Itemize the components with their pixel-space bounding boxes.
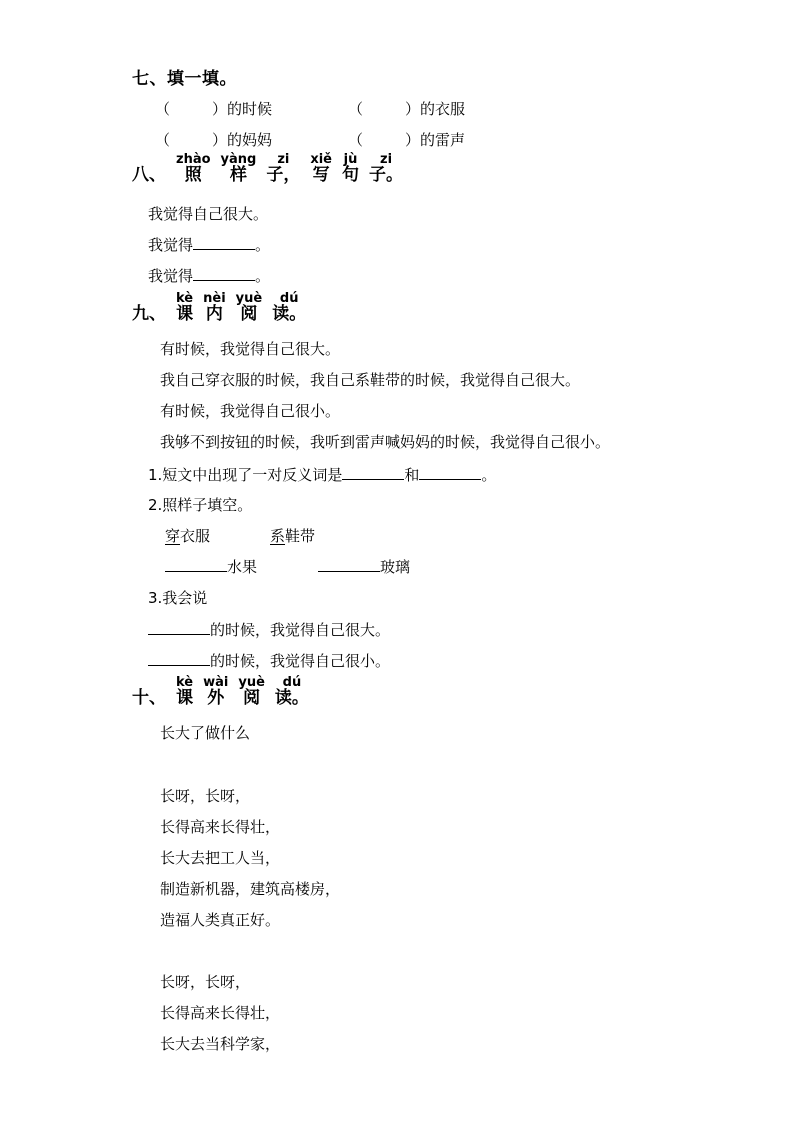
example-phrase-2 [270,525,315,546]
pinyin: kè [176,291,194,306]
answer-blank[interactable] [318,557,380,572]
pinyin: wài [203,675,229,690]
fill-row-1-right [348,98,465,119]
pinyin: zi [380,152,393,167]
phrase-rest: 衣服 [180,527,211,545]
question-text: 1.短文中出现了一对反义词是 [148,466,343,484]
phrase-rest: 鞋带 [285,527,316,545]
paren-open: （ [155,100,171,118]
poem-line: 长呀，长呀， [160,973,251,991]
question-3-label: 3.我会说 [148,589,208,607]
poem-title: 长大了做什么 [160,724,251,742]
section8-heading [132,153,413,185]
hanzi: 阅 [240,304,258,324]
paren-open: （ [348,131,364,149]
poem-line: 长大去当科学家， [160,1035,281,1053]
passage-line-4: 我够不到按钮的时候，我听到雷声喊妈妈的时候，我觉得自己很小。 [160,433,611,451]
marked-char: 穿 [165,527,181,545]
answer-blank[interactable] [193,235,255,250]
hanzi: 句 [342,165,360,185]
paren-open: （ [155,131,171,149]
poem-line: 长呀，长呀， [160,787,251,805]
phrase-text: ）的衣服 [405,100,466,118]
fill-phrase-1 [165,556,257,577]
answer-blank[interactable] [342,465,404,480]
hanzi: 内 [205,304,223,324]
poem-line: 长得高来长得壮， [160,818,281,836]
question-2-label: 2.照样子填空。 [148,496,253,514]
line-prefix: 我觉得 [148,236,194,254]
pinyin: xiě [310,152,333,167]
passage-line-2: 我自己穿衣服的时候，我自己系鞋带的时候，我觉得自己很大。 [160,371,581,389]
pinyin: jù [343,152,358,167]
pinyin: yuè [238,675,265,690]
question-text: 和 [404,466,420,484]
hanzi: 读。 [274,688,309,708]
pinyin: yuè [235,291,263,306]
line-text: 的时候，我觉得自己很小。 [210,652,391,670]
poem-line: 造福人类真正好。 [160,911,281,929]
paren-open: （ [348,100,364,118]
line-suffix: 。 [255,236,271,254]
section-number: 八、 [132,165,166,185]
passage-line-3: 有时候，我觉得自己很小。 [160,402,341,420]
section7-heading: 七、填一填。 [132,69,237,89]
phrase-text: ）的雷声 [405,131,466,149]
line-text: 的时候，我觉得自己很大。 [210,621,391,639]
hanzi: 读。 [272,304,307,324]
fill-row-2-right [348,129,465,150]
hanzi: 照 [184,165,202,185]
hanzi: 课 [176,304,194,324]
section-number: 九、 [132,304,166,324]
hanzi: 样 [229,165,247,185]
line-suffix: 。 [255,267,271,285]
phrase-text: ）的时候 [212,100,273,118]
example-phrase-1 [165,525,210,546]
pinyin: nèi [203,291,226,306]
poem-line: 制造新机器，建筑高楼房， [160,880,341,898]
pinyin: dú [279,291,299,306]
hanzi: 子， [266,165,301,185]
section9-heading [132,292,316,324]
answer-blank[interactable] [148,651,210,666]
fill-phrase-2 [318,556,410,577]
hanzi: 写 [312,165,330,185]
pinyin: zhào [176,152,211,167]
answer-blank[interactable] [193,266,255,281]
phrase-text: 玻璃 [380,558,411,576]
fill-row-1-left [155,98,272,119]
passage-line-1: 有时候，我觉得自己很大。 [160,340,341,358]
example-sentence: 我觉得自己很大。 [148,205,269,223]
pinyin: dú [282,675,302,690]
marked-char: 系 [270,527,286,545]
section-number: 十、 [132,688,166,708]
answer-blank[interactable] [165,557,227,572]
hanzi: 阅 [243,688,261,708]
pinyin: zi [277,152,290,167]
answer-blank[interactable] [148,620,210,635]
phrase-text: 水果 [227,558,258,576]
poem-line: 长得高来长得壮， [160,1004,281,1022]
hanzi: 外 [207,688,225,708]
phrase-text: ）的妈妈 [212,131,273,149]
hanzi: 课 [176,688,194,708]
fill-row-2-left [155,129,272,150]
section10-heading [132,676,319,708]
pinyin: yàng [220,152,257,167]
hanzi: 子。 [369,165,404,185]
question-3-line-2 [148,650,390,671]
write-line-2 [148,265,270,286]
pinyin: kè [176,675,194,690]
line-prefix: 我觉得 [148,267,194,285]
write-line-1 [148,234,270,255]
question-text: 。 [481,466,497,484]
poem-line: 长大去把工人当， [160,849,281,867]
answer-blank[interactable] [419,465,481,480]
question-1 [148,464,496,485]
question-3-line-1 [148,619,390,640]
